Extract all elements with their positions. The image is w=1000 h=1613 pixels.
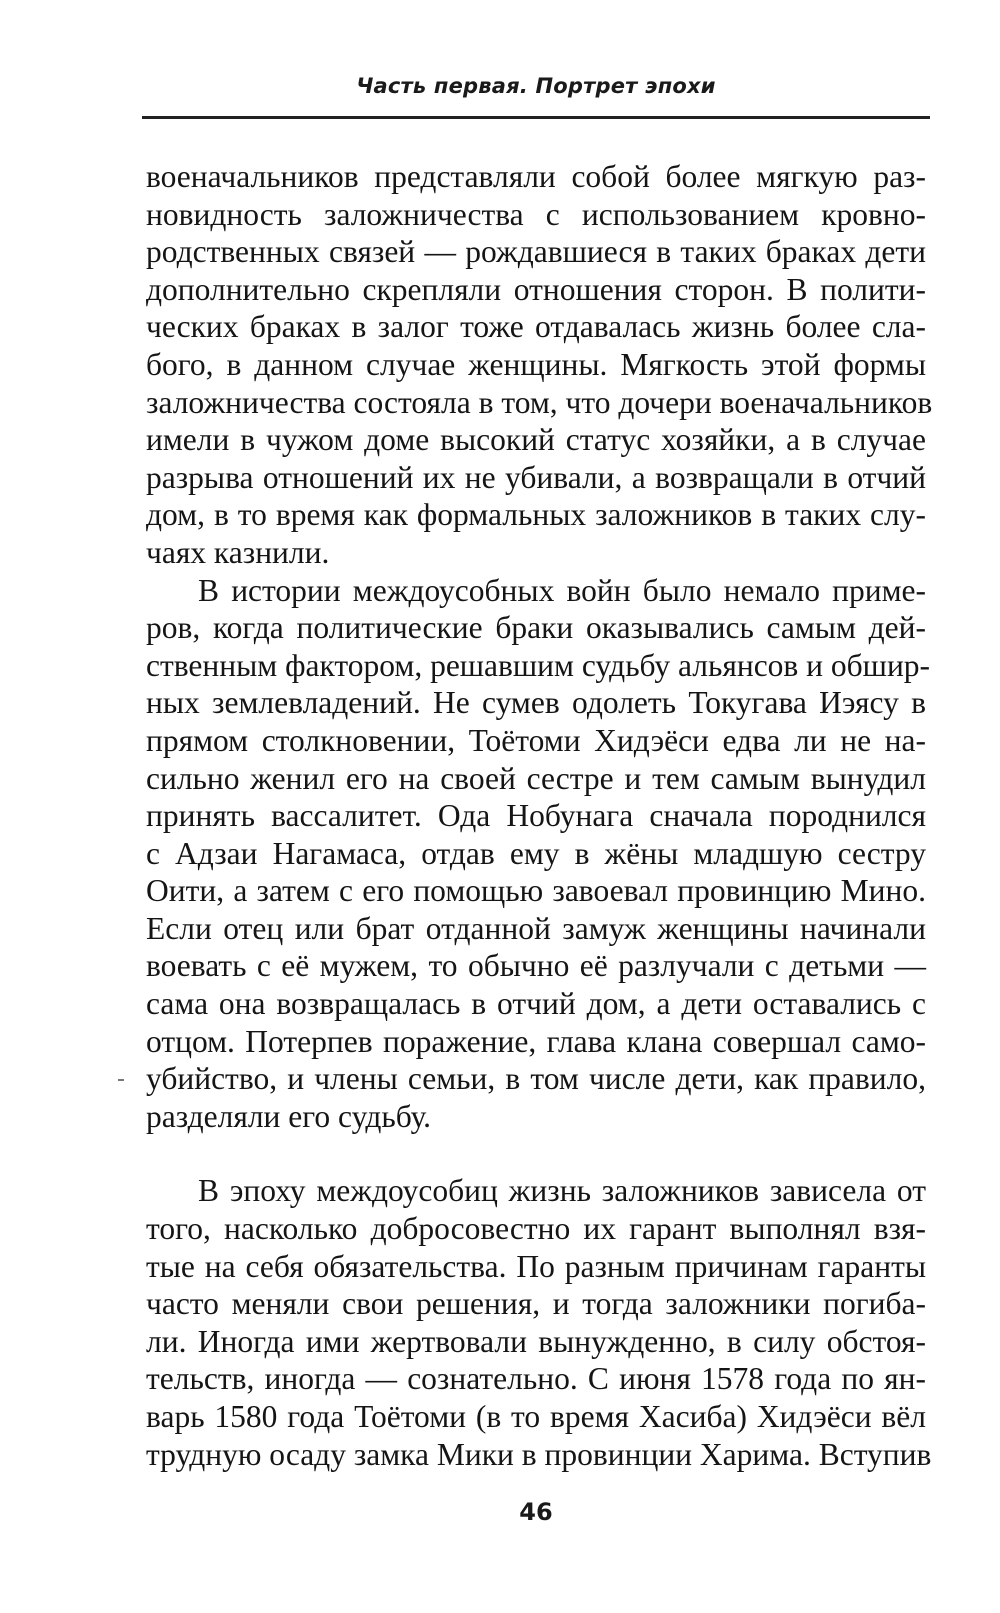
text-line: военачальников представляли собой более мягкую раз-: [146, 159, 926, 194]
paragraph: [146, 572, 931, 1136]
text-line: ров, когда политические браки оказывались самым дей-: [146, 610, 926, 646]
text-line: прямом столкновении, Тоётоми Хидэёси едва ли не на-: [146, 722, 926, 758]
text-line: ственным фактором, решавшим судьбу альянсов и обшир-: [146, 647, 931, 683]
text-line: сама она возвращалась в отчий дом, а дети оставались с: [146, 986, 926, 1022]
text-line: тельств, иногда — сознательно. С июня 1578 года по ян-: [146, 1361, 926, 1397]
text-line: варь 1580 года Тоётоми (в то время Хасиба) Хидэёси вёл: [146, 1399, 926, 1434]
text-line: тые на себя обязательства. По разным причинам гаранты: [146, 1248, 926, 1284]
text-line: В истории междоусобных войн было немало приме-: [198, 572, 926, 608]
text-line: Если отец или брат отданной замуж женщины начинали: [146, 910, 926, 946]
text-line: имели в чужом доме высокий статус хозяйки, а в случае: [146, 422, 926, 458]
text-line: воевать с её мужем, то обычно её разлучали с детьми —: [146, 948, 926, 984]
text-line: отцом. Потерпев поражение, глава клана совершал само-: [146, 1023, 926, 1059]
text-line: ных землевладений. Не сумев одолеть Токугава Иэясу в: [146, 685, 926, 721]
text-line: разделяли его судьбу.: [146, 1098, 432, 1134]
text-line: заложничества состояла в том, что дочери военачальников: [146, 384, 933, 420]
page-number: 46: [519, 1498, 553, 1526]
text-line: разрыва отношений их не убивали, а возвращали в отчий: [146, 459, 926, 495]
text-line: часто меняли свои решения, и тогда заложники погиба-: [146, 1286, 926, 1322]
text-line: принять вассалитет. Ода Нобунага сначала породнился: [146, 798, 926, 834]
text-line: бого, в данном случае женщины. Мягкость этой формы: [146, 346, 926, 382]
text-line: В эпоху междоусобиц жизнь заложников зависела от: [198, 1173, 926, 1209]
text-line: новидность заложничества с использованием кровно-: [146, 196, 926, 232]
header-rule: [142, 116, 930, 119]
text-line: родственных связей — рождавшиеся в таких браках дети: [146, 234, 926, 270]
running-header: Часть первая. Портрет эпохи: [356, 74, 716, 98]
paragraph: [146, 1172, 932, 1473]
text-line: дом, в то время как формальных заложников в таких слу-: [146, 497, 926, 533]
text-line: ческих браках в залог тоже отдавалась жизнь более сла-: [146, 309, 926, 345]
text-line: дополнительно скрепляли отношения сторон. В полити-: [146, 271, 926, 307]
text-line: ли. Иногда ими жертвовали вынужденно, в силу обстоя-: [146, 1323, 926, 1359]
text-line: трудную осаду замка Мики в провинции Харима. Вступив: [146, 1436, 932, 1472]
text-line: Оити, а затем с его помощью завоевал провинцию Мино.: [146, 873, 926, 909]
text-line: с Адзаи Нагамаса, отдав ему в жёны младшую сестру: [146, 835, 926, 871]
text-line: того, насколько добросовестно их гарант выполнял взя-: [146, 1211, 926, 1247]
text-line: убийство, и члены семьи, в том числе дети, как правило,: [146, 1061, 926, 1097]
text-line: чаях казнили.: [146, 534, 330, 570]
margin-mark: [118, 1079, 124, 1081]
body-text: [146, 158, 933, 1473]
text-line: сильно женил его на своей сестре и тем самым вынудил: [146, 760, 926, 796]
paragraph: [146, 158, 933, 572]
